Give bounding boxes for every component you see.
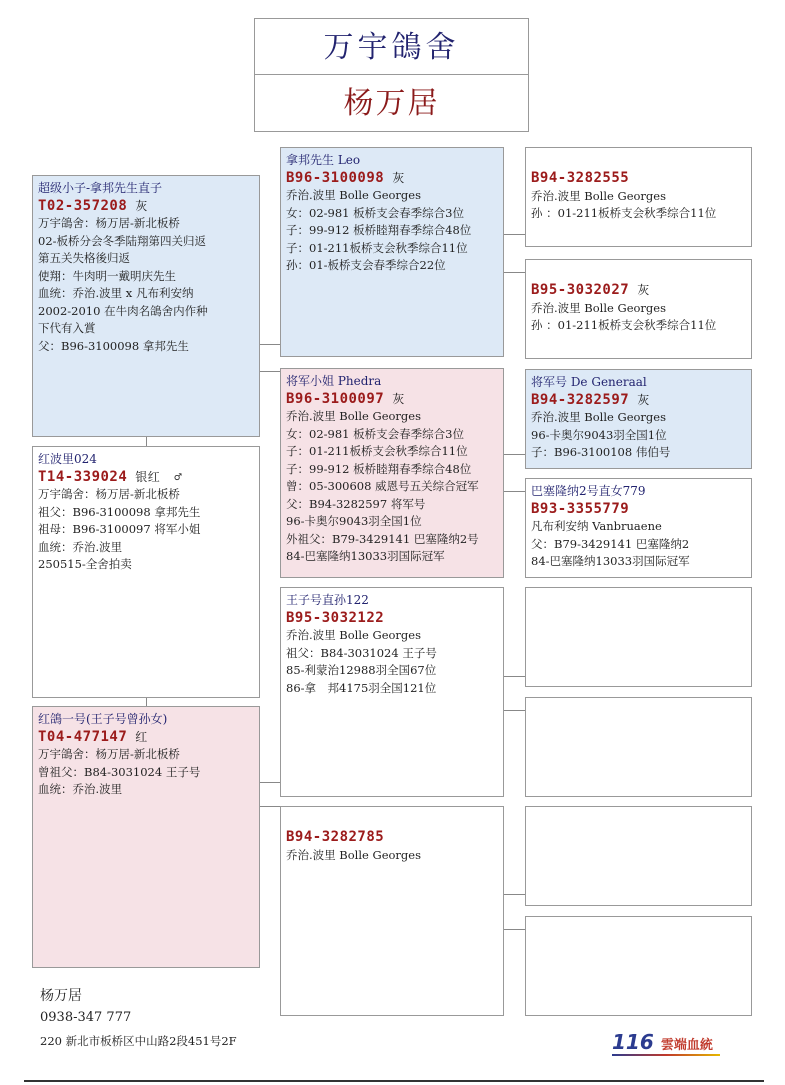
sire-name: 拿邦先生 Leo (286, 153, 361, 167)
sibling-line: 250515-全舍拍卖 (38, 557, 132, 571)
sire-line: 女：02-981 板桥支会春季综合3位 (286, 205, 464, 220)
connector (504, 234, 525, 235)
grandparent-card-7[interactable] (525, 806, 752, 906)
subject-ring: T02-357208 灰 (38, 197, 148, 214)
connector (504, 929, 525, 930)
sire-card[interactable] (280, 147, 504, 357)
subject-line: 使翔：牛肉明一戴明庆先生 (38, 268, 176, 283)
grandparent-line: 乔治.波里 Bolle Georges (531, 188, 666, 203)
sire-line: 子：99-912 板桥睦翔春季综合48位 (286, 223, 472, 237)
sibling-card-1[interactable] (32, 446, 260, 698)
parent-card-4[interactable] (280, 806, 504, 1016)
grandparent-line: 凡布利安纳 Vanbruaene (531, 519, 662, 533)
grandparent-card-2[interactable] (525, 259, 752, 359)
connector (504, 710, 525, 711)
grandparent-card-3[interactable] (525, 369, 752, 469)
sibling-ring: T14-339024 银红 ♂ (38, 468, 183, 485)
logo-number: 116 (612, 1030, 654, 1054)
dam-ring: B96-3100097 灰 (286, 390, 405, 407)
footer-phone: 0938-347 777 (40, 1010, 132, 1025)
sibling-name: 红波里024 (38, 452, 97, 466)
grandparent-card-5[interactable] (525, 587, 752, 687)
parent-line: 86-拿 邦4175羽全国121位 (286, 680, 437, 695)
subject-line: 父：B96-3100098 拿邦先生 (38, 338, 189, 353)
parent-ring: B95-3032122 (286, 609, 385, 626)
dam-line: 84-巴塞隆纳13033羽国际冠军 (286, 549, 445, 563)
loft-title: 万宇鴿舍 (254, 18, 529, 75)
parent-name: 王子号直孙122 (286, 593, 369, 607)
connector (504, 491, 525, 492)
dam-line: 父：B94-3282597 将军号 (286, 496, 426, 511)
connector (504, 454, 525, 455)
grandparent-name: 巴塞隆纳2号直女779 (531, 484, 646, 498)
parent-line: 祖父：B84-3031024 王子号 (286, 645, 437, 660)
grandparent-line: 父：B79-3429141 巴塞隆纳2 (531, 536, 690, 551)
sire-line: 孙：01-板桥支会春季综合22位 (286, 258, 446, 272)
parent-ring: B94-3282785 (286, 829, 385, 845)
grandparent-card-4[interactable] (525, 478, 752, 578)
sibling-card-2[interactable] (32, 706, 260, 968)
logo (612, 1030, 722, 1056)
parent-line: 乔治.波里 Bolle Georges (286, 628, 421, 642)
parent-name (286, 811, 498, 829)
connector (504, 894, 525, 895)
connector (260, 344, 280, 345)
connector (146, 698, 147, 706)
subject-line: 万宇鴿舍：杨万居-新北板桥 (38, 216, 180, 230)
grandparent-name: 将军号 De Generaal (531, 375, 647, 389)
owner-title: 杨万居 (254, 74, 529, 132)
connector (146, 436, 147, 446)
connector (504, 676, 525, 677)
dam-name: 将军小姐 Phedra (286, 374, 382, 388)
sibling-line: 祖父：B96-3100098 拿邦先生 (38, 504, 201, 519)
sire-ring: B96-3100098 灰 (286, 169, 405, 186)
sibling-line: 曾祖父：B84-3031024 王子号 (38, 764, 201, 779)
bottom-divider (24, 1080, 764, 1082)
subject-line: 02-板桥分会冬季陆翔第四关归返 (38, 233, 207, 248)
logo-text: 雲端血統 (660, 1038, 713, 1053)
sire-line: 子：01-211板桥支会秋季综合11位 (286, 240, 468, 255)
sibling-line: 万宇鴿舍：杨万居-新北板桥 (38, 487, 180, 501)
male-icon: ♂ (174, 469, 183, 484)
dam-line: 外祖父：B79-3429141 巴塞隆纳2号 (286, 531, 479, 546)
connector (260, 782, 280, 783)
sibling-ring: T04-477147 红 (38, 728, 148, 745)
sire-line: 乔治.波里 Bolle Georges (286, 188, 421, 202)
dam-line: 96-卡奥尔9043羽全国1位 (286, 514, 422, 528)
grandparent-line: 乔治.波里 Bolle Georges (531, 410, 666, 424)
grandparent-card-6[interactable] (525, 697, 752, 797)
sibling-line: 血统：乔治.波里 (38, 539, 123, 554)
grandparent-card-1[interactable] (525, 147, 752, 247)
grandparent-card-8[interactable] (525, 916, 752, 1016)
dam-line: 曾：05-300608 威恩号五关综合冠军 (286, 479, 479, 493)
grandparent-ring: B94-3282597 灰 (531, 391, 650, 408)
parent-line: 85-利蒙治12988羽全国67位 (286, 663, 437, 677)
grandparent-line: 孙 ：01-211板桥支会秋季综合11位 (531, 206, 717, 220)
grandparent-line: 96-卡奥尔9043羽全国1位 (531, 427, 667, 442)
subject-line: 第五关失格後归返 (38, 251, 130, 265)
dam-line: 子：99-912 板桥睦翔春季综合48位 (286, 461, 472, 476)
connector (504, 272, 525, 273)
subject-line: 下代有入賞 (38, 321, 96, 335)
subject-name: 超级小子-拿邦先生直子 (38, 181, 163, 195)
sibling-line: 祖母：B96-3100097 将军小姐 (38, 522, 201, 536)
grandparent-line: 乔治.波里 Bolle Georges (531, 300, 666, 315)
logo-underline (612, 1054, 720, 1056)
footer-owner: 杨万居 (40, 988, 82, 1004)
connector (260, 806, 280, 807)
dam-line: 乔治.波里 Bolle Georges (286, 409, 421, 423)
sibling-line: 血统：乔治.波里 (38, 782, 123, 796)
grandparent-ring: B93-3355779 (531, 500, 630, 517)
dam-card[interactable] (280, 368, 504, 578)
parent-card-3[interactable] (280, 587, 504, 797)
footer-address: 220 新北市板桥区中山路2段451号2F (40, 1034, 237, 1048)
grandparent-line: 子：B96-3100108 伟伯号 (531, 445, 671, 459)
parent-line: 乔治.波里 Bolle Georges (286, 847, 421, 862)
sibling-name: 红鴿一号(王子号曾孙女) (38, 712, 168, 726)
grandparent-ring: B95-3032027 灰 (531, 282, 650, 298)
dam-line: 女：02-981 板桥支会春季综合3位 (286, 426, 464, 441)
grandparent-line: 孙 ：01-211板桥支会秋季综合11位 (531, 318, 717, 332)
grandparent-line: 84-巴塞隆纳13033羽国际冠军 (531, 554, 690, 568)
subject-line: 2002-2010 在牛肉名鴿舍内作种 (38, 303, 208, 318)
connector (260, 371, 280, 372)
subject-card[interactable] (32, 175, 260, 437)
subject-line: 血统：乔治.波里 x 凡布利安纳 (38, 286, 194, 300)
dam-line: 子：01-211板桥支会秋季综合11位 (286, 444, 468, 458)
sibling-line: 万宇鴿舍：杨万居-新北板桥 (38, 747, 180, 761)
grandparent-ring: B94-3282555 (531, 170, 630, 186)
